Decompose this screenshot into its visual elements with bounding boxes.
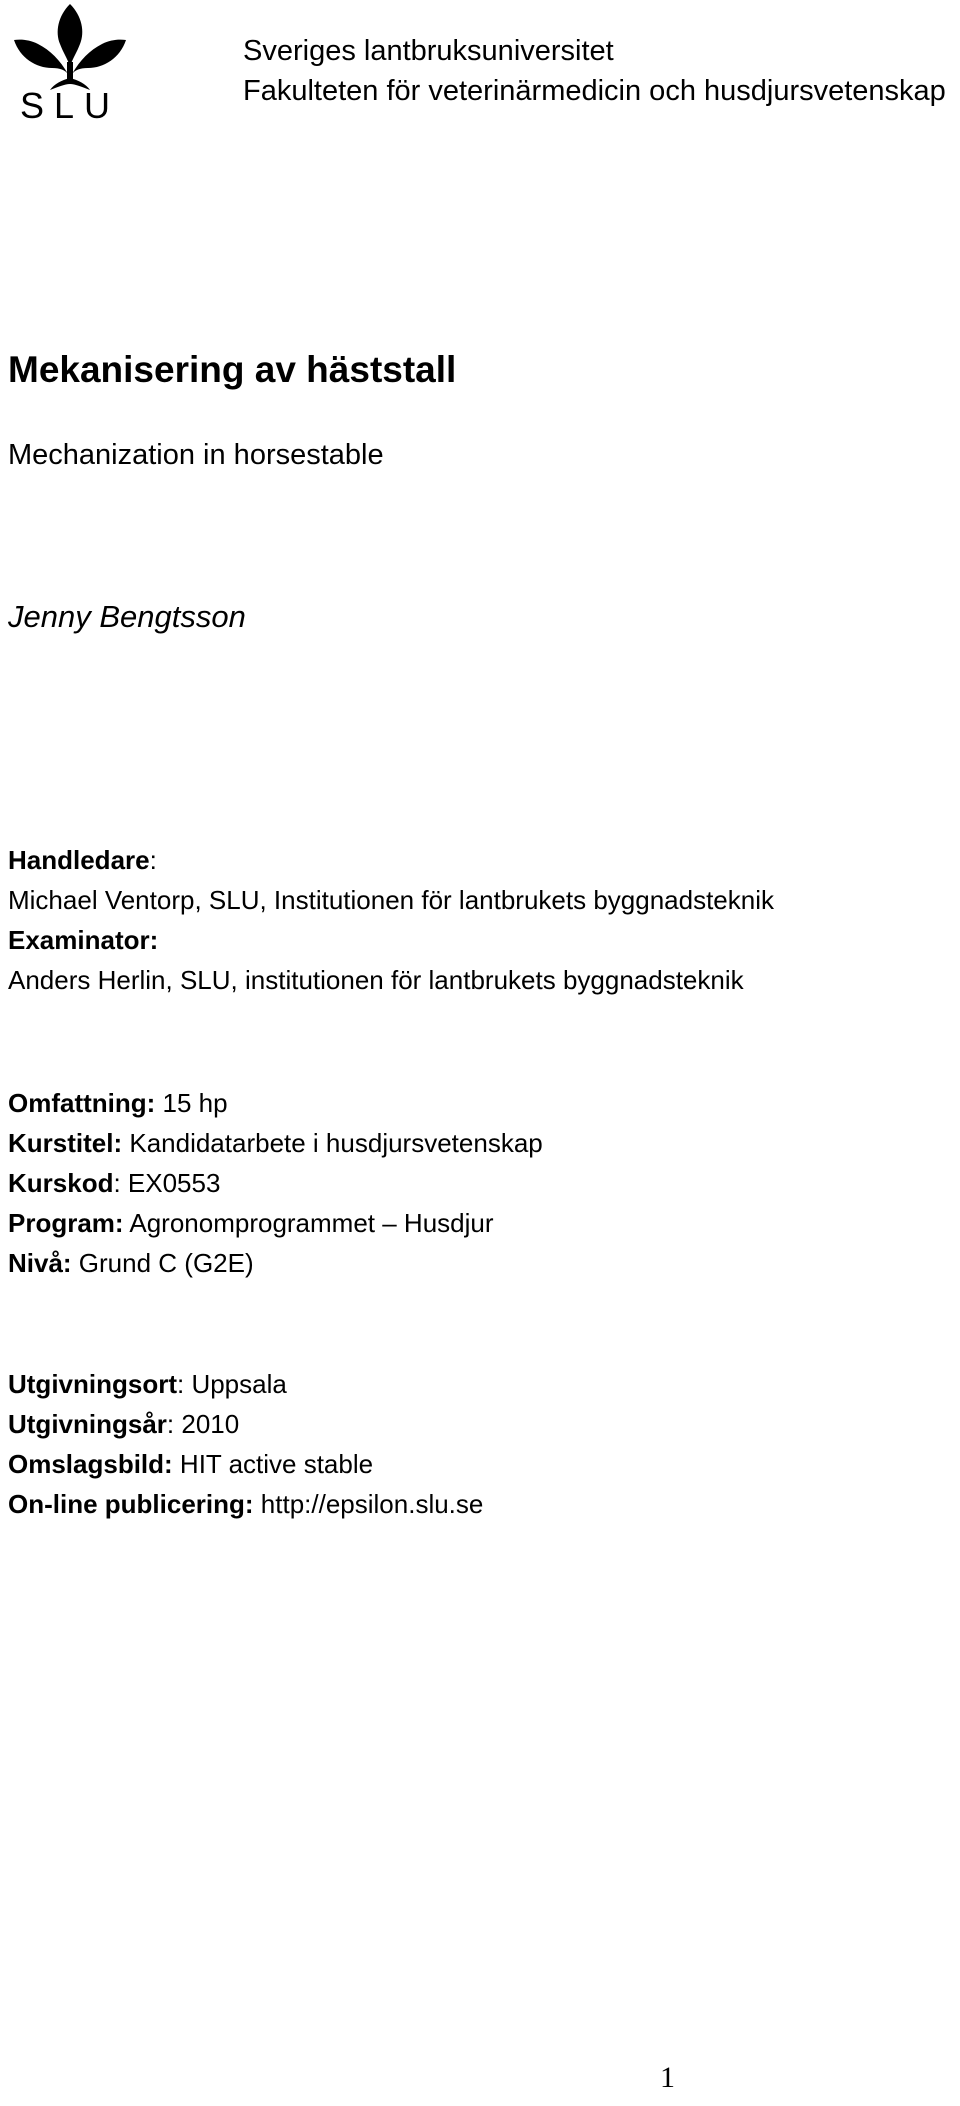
level-label: Nivå: xyxy=(8,1248,72,1278)
course-code-value: : EX0553 xyxy=(113,1168,221,1198)
course-code-row xyxy=(8,1163,543,1203)
cover-row xyxy=(8,1444,483,1484)
online-url: http://epsilon.slu.se xyxy=(253,1489,484,1519)
examiner-label: Examinator: xyxy=(8,925,159,955)
supervisor-label-line xyxy=(8,840,774,880)
publication-info-block xyxy=(8,1364,483,1524)
logo-right-leaf-icon xyxy=(72,40,126,74)
scope-row xyxy=(8,1083,543,1123)
year-label: Utgivningsår xyxy=(8,1409,167,1439)
faculty-name: Fakulteten för veterinärmedicin och husdjursvetenskap xyxy=(243,75,946,107)
logo-text: SLU xyxy=(19,85,121,124)
supervision-block xyxy=(8,840,774,1000)
logo-left-leaf-icon xyxy=(14,40,68,74)
level-value: Grund C (G2E) xyxy=(71,1248,254,1278)
supervisor-label: Handledare xyxy=(8,845,150,875)
online-label: On-line publicering: xyxy=(8,1489,254,1519)
program-value: Agronomprogrammet – Husdjur xyxy=(123,1208,494,1238)
program-row xyxy=(8,1203,543,1243)
course-title-value: Kandidatarbete i husdjursvetenskap xyxy=(122,1128,543,1158)
year-value: : 2010 xyxy=(166,1409,240,1439)
english-title: Mechanization in horsestable xyxy=(8,439,384,471)
level-row xyxy=(8,1243,543,1283)
page-number: 1 xyxy=(660,2061,675,2094)
examiner-value: Anders Herlin, SLU, institutionen för lantbrukets byggnadsteknik xyxy=(8,965,744,995)
university-name: Sveriges lantbruksuniversitet xyxy=(243,35,614,67)
course-code-label: Kurskod xyxy=(8,1168,114,1198)
logo-center-leaf-icon xyxy=(58,4,83,66)
course-info-block xyxy=(8,1083,543,1283)
place-label: Utgivningsort xyxy=(8,1369,177,1399)
author-name: Jenny Bengtsson xyxy=(8,599,246,634)
year-row xyxy=(8,1404,483,1444)
place-value: : Uppsala xyxy=(177,1369,287,1399)
course-title-label: Kurstitel: xyxy=(8,1128,123,1158)
slu-logo xyxy=(10,0,130,124)
cover-label: Omslagsbild: xyxy=(8,1449,173,1479)
program-label: Program: xyxy=(8,1208,124,1238)
cover-value: HIT active stable xyxy=(172,1449,374,1479)
course-title-row xyxy=(8,1123,543,1163)
supervisor-value: Michael Ventorp, SLU, Institutionen för lantbrukets byggnadsteknik xyxy=(8,885,774,915)
supervisor-colon: : xyxy=(149,845,157,875)
place-row xyxy=(8,1364,483,1404)
scope-value: 15 hp xyxy=(155,1088,228,1118)
online-row xyxy=(8,1484,483,1524)
page-title: Mekanisering av häststall xyxy=(8,349,457,390)
scope-label: Omfattning: xyxy=(8,1088,156,1118)
